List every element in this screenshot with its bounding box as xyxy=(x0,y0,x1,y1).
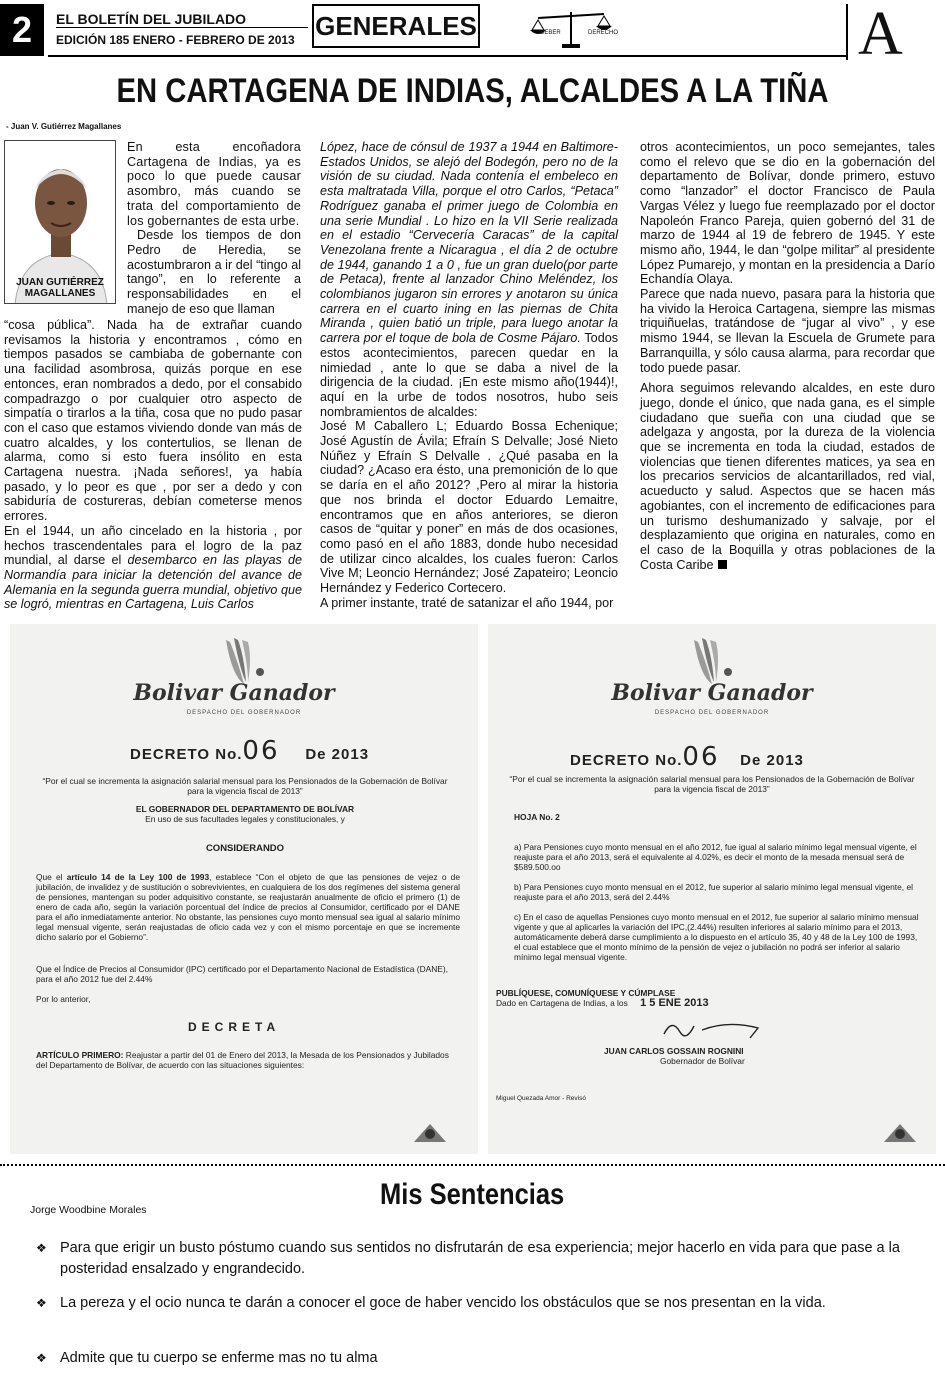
paragraph: José M Caballero L; Eduardo Bossa Echenique; José Agustín de Ávila; Efraín S Delvalle; José Nieto Núñez y Efraín S Delvalle . ¿Qué pasaba en la ciudad? ¿Acaso era ésto, una premonición de lo que se daría en el año 2012? ,Pero al mirar la historia que nos brinda el doctor Eduardo Lemaitre, encontramos que en años anteriores, se dieron casos de “quitar y poner” en más de dos ocasiones, como pasó en el año 1883, donde hubo necesidad de utilizar cinco alcaldes, los cuales fueron: Carlos Vive M; Leoncio Hernández; José Zapateiro; Leoncio Hernández y Federico Cortecero. xyxy=(320,419,618,596)
decree-given xyxy=(496,998,709,1008)
edition-line: EDICIÓN 185 ENERO - FEBRERO DE 2013 xyxy=(56,33,295,47)
article-column-2 xyxy=(320,140,618,611)
decree-paragraph-3: Por lo anterior, xyxy=(36,994,91,1004)
text-run: Ahora seguimos relevando alcaldes, en este duro juego, donde el único, que nada gana, es el simple ciudadano que sueña con una ciudad que se adelgaza y angosta, por la dureza de la violencia que se incrementa en toda la ciudad, estados de violencias que tienen diferentes matices, ya sea en los precarios servicios de alcantarillados, red vial, acueducto y salud. Aspectos que se hacen más agobiantes, con el incremento de edificaciones para un turismo deshumanizado y salvaje, por el desplazamiento que origina en naturales, como en el caso de la Boquilla y otras poblaciones de la Costa Caribe xyxy=(640,381,935,572)
masthead xyxy=(0,0,945,68)
photo-caption: JUAN GUTIÉRREZ MAGALLANES xyxy=(16,277,104,299)
coat-of-arms-icon xyxy=(880,1118,920,1146)
masthead-divider xyxy=(56,27,308,28)
diamond-bullet-icon: ❖ xyxy=(36,1241,47,1255)
decree-signer-title: Gobernador de Bolívar xyxy=(660,1056,745,1066)
page-number: 2 xyxy=(0,4,44,56)
decree-year: De 2013 xyxy=(305,746,370,763)
decree-brand: Bolivar Ganador xyxy=(133,680,335,706)
sentence-text: Para que erigir un busto póstumo cuando sus sentidos no disfrutarán de esa experiencia; mejor hacerlo en vida para que pase a la posteridad ensalzado y engrandecido. xyxy=(60,1240,900,1277)
article-byline: - Juan V. Gutiérrez Magallanes xyxy=(6,122,122,131)
sentence-item xyxy=(36,1238,941,1280)
article-column-1-top xyxy=(127,140,301,316)
decree-item-a: a) Para Pensiones cuyo monto mensual en el año 2012, fue igual al salario mínimo legal mensual vigente, el reajuste para el año 2013, será el equivalente al 4.02%, es decir el monto de la mesada mensual será de $589.500.oo xyxy=(514,842,917,872)
decree-reviewer: Miguel Quezada Amor - Revisó xyxy=(496,1095,586,1102)
decree-decreta: DECRETA xyxy=(188,1020,281,1034)
section-letter: A xyxy=(858,0,903,68)
decree-considerando: CONSIDERANDO xyxy=(205,843,285,854)
author-photo xyxy=(4,140,116,304)
bold-run: ARTÍCULO PRIMERO: xyxy=(36,1050,124,1060)
text-run: Reajustar a partir del 01 de Enero del 2013, la Mesada de los Pensionados y Jubilados del Departamento de Bolívar, de acuerdo con las situaciones siguientes: xyxy=(36,1050,449,1070)
bold-run: artículo 14 de la Ley 100 de 1993 xyxy=(66,872,210,882)
sentence-item xyxy=(36,1348,941,1369)
paragraph: En esta encoñadora Cartagena de Indias, ya es poco lo que puede causar asombro, más cuando se trata del comportamiento de los gobernantes de esta urbe. xyxy=(127,140,301,228)
decree-office: DESPACHO DEL GOBERNADOR xyxy=(654,710,770,716)
text-run: En el 1944, un año cincelado en la historia , por hechos trascendentales para el logro de la paz mundial, al darse el xyxy=(4,523,302,568)
sentences-author: Jorge Woodbine Morales xyxy=(30,1204,147,1216)
decree-item-b: b) Para Pensiones cuyo monto mensual en el 2012, fue superior al salario mínimo legal mensual vigente, el reajuste para el año 2013, será del 2.44% xyxy=(514,882,913,902)
coat-of-arms-icon xyxy=(410,1118,450,1146)
section-separator xyxy=(0,1164,945,1166)
decree-publish: PUBLÍQUESE, COMUNÍQUESE Y CÚMPLASE xyxy=(496,988,676,998)
decree-subject: “Por el cual se incrementa la asignación salarial mensual para los Pensionados de la Gobernación de Bolívar para la vigencia fiscal de 2013” xyxy=(509,774,915,794)
date-stamp: 1 5 ENE 2013 xyxy=(640,997,709,1009)
masthead-vertical-rule xyxy=(846,4,848,60)
decree-scan-page-2 xyxy=(488,624,936,1154)
decree-title-prefix: DECRETO No. xyxy=(130,746,243,763)
sentence-text: Admite que tu cuerpo se enferme mas no tu alma xyxy=(60,1350,378,1366)
text-run: Dado en Cartagena de Indias, a los xyxy=(496,998,628,1008)
decree-paragraph-2: Que el Índice de Precios al Consumidor (IPC) certificado por el Departamento Nacional de Estadística (DANE), para el año 2012 fue del 2.44% xyxy=(36,964,448,984)
paragraph xyxy=(320,140,618,419)
paragraph: Parece que nada nuevo, pasara para la historia que ha vivido la Heroica Cartagena, siempre las mismas triquiñuelas, tratándose de “jugar al vivo” , y ese mismo 1944, se llevan la Escuela de Grumete para Barranquilla, y sólo causa alarma, para recordar que todo puede pasar. xyxy=(640,287,935,375)
section-label: GENERALES xyxy=(312,4,480,48)
decree-number: 06 xyxy=(242,736,280,766)
article-column-3 xyxy=(640,140,935,572)
decree-sheet-number: HOJA No. 2 xyxy=(514,812,560,822)
decree-powers: En uso de sus facultades legales y constitucionales, y xyxy=(145,814,345,824)
decree-article-1 xyxy=(36,1050,460,1070)
paragraph: A primer instante, traté de satanizar el año 1944, por xyxy=(320,595,614,610)
decree-scan-page-1 xyxy=(10,624,478,1154)
scales-right-label: DERECHO xyxy=(588,30,619,36)
article-headline: EN CARTAGENA DE INDIAS, ALCALDES A LA TIÑA xyxy=(116,72,829,110)
paragraph: Desde los tiempos de don Pedro de Heredia, se acostumbraron a ir del “tingo al tango”, en lo referente a responsabilidades en el manejo de eso que llaman xyxy=(127,228,301,316)
decree-signer: JUAN CARLOS GOSSAIN ROGNINI xyxy=(604,1046,744,1056)
diamond-bullet-icon: ❖ xyxy=(36,1296,47,1310)
decree-brand: Bolivar Ganador xyxy=(611,680,813,706)
diamond-bullet-icon: ❖ xyxy=(36,1351,47,1365)
decree-office: DESPACHO DEL GOBERNADOR xyxy=(186,710,302,716)
decree-title xyxy=(570,742,804,772)
paragraph: otros acontecimientos, un poco semejantes, tales como el relevo que se dio en la gobernación del departamento de Bolívar, donde primero, estuvo como “lanzador” el doctor Francisco de Paula Vargas Vélez y luego fue reemplazado por el doctor Napoleón Franco Pareja, quien gobernó del 31 de marzo de 1944 al 19 de febrero de 1945. Y este mismo año, 1944, le dan “golpe militar” al presidente López Pumarejo, y montan en la presidencia a Darío Echandía Olaya. xyxy=(640,140,935,287)
sentences-title: Mis Sentencias xyxy=(380,1178,565,1211)
text-run: , establece “Con el objeto de que las pensiones de vejez o de jubilación, de invalidez y de sustitución o sobrevivientes, en cualquiera de los dos regímenes del sistema general de pensiones, mantengan su poder adquisitivo constante, se reajustarán anualmente de oficio el primero (1) de enero de cada año, según la variación porcentual del índice de precios al Consumidor, certificado por el DANE para el año inmediatamente anterior. No obstante, las pensiones cuyo monto mensual sea igual al salario mínimo legal mensual vigente, serán reajustadas de oficio cada vez y con el mismo porcentaje en que se incremente dicho salario por el Gobierno”. xyxy=(36,872,460,942)
decree-title-prefix: DECRETO No. xyxy=(570,752,683,769)
decree-paragraph-1 xyxy=(36,872,460,942)
decree-number: 06 xyxy=(682,742,720,772)
signature-image xyxy=(658,1016,768,1046)
paragraph xyxy=(4,524,302,612)
decree-year: De 2013 xyxy=(740,752,804,769)
text-run: Que el xyxy=(36,872,63,882)
paragraph xyxy=(640,381,935,572)
masthead-rule xyxy=(48,55,848,57)
end-of-article-mark xyxy=(718,560,727,569)
sentence-item xyxy=(36,1293,941,1314)
decree-subject: “Por el cual se incrementa la asignación salarial mensual para los Pensionados de la Gobernación de Bolívar para la vigencia fiscal de 2013” xyxy=(42,776,448,796)
italic-run: desembarco en las playas de Normandía para iniciar la detención del avance de Alemania en la segunda guerra mundial, objetivo que se logró, mientras en Cartagena, Luis Carlos xyxy=(4,553,302,612)
publication-title: EL BOLETÍN DEL JUBILADO xyxy=(56,11,247,27)
scales-left-label: DEBER xyxy=(540,30,561,36)
decree-title xyxy=(130,736,369,766)
italic-run: López, hace de cónsul de 1937 a 1944 en Baltimore- Estados Unidos, se alejó del Bodegón, pero no de la visión de su ciudad. Nada contenía el embeleco en esta maltratada Villa, porque el otro Carlos, “Petaca” Rodríguez ganaba el primer juego de Colombia en una serie Mundial . Lo hizo en la VII Serie realizada en el estadio “Cervecería Caracas” de la capital Venezolana frente a Nicaragua , el día 2 de octubre de 1944, ganando 1 a 0 , fue un gran duelo(por parte de Petaca), frente al lanzador Chino Meléndez, los colombianos jugaron sin errores y anotaron su única carrera en el cuarto ining en las piernas de Chita Miranda , quien batió un triple, para luego anotar la carrera por el toque de bola de Cosme Pájaro. xyxy=(320,140,618,346)
decree-item-c: c) En el caso de aquellas Pensiones cuyo monto mensual en el 2012, fue superior al salario mínimo mensual vigente y que al aplicarles la variación del IPC,(2.44%) resulten inferiores al salario mínimo para el 2013, automáticamente deberá darse cumplimiento a lo dispuesto en el artículo 35, 40 y 48 de la Ley 100 de 1993, el cual establece que el monto mínimo de la pensión de vejez o jubilación no podrá ser inferior al salario mínimo legal mensual vigente. xyxy=(514,912,919,962)
decree-governor-heading: EL GOBERNADOR DEL DEPARTAMENTO DE BOLÍVAR xyxy=(135,804,355,814)
article-column-1-bottom xyxy=(4,318,302,612)
paragraph: “cosa pública”. Nada ha de extrañar cuando revisamos la historia y encontramos , cómo en tiempos pasados se cambiaba de gobernante con una facilidad asombrosa, quizás porque en ese entonces, eran nombrados a dedo, por el consabido compadrazgo o por cualquier otro aspecto de simpatía o tirarlos a la tiña, cosa que no pudo pasar con el caso que estamos viviendo donde van más de cuatro alcaldes, y los contertulios, se llenan de alarma, como si esto fuera insólito en esta Cartagena nuestra. ¡Nada señores!, ya había pasado, y lo peor es que , por ser a dedo y con sabiduría de costureras, debían cometerse menos errores. xyxy=(4,318,302,524)
sentence-text: La pereza y el ocio nunca te darán a conocer el goce de haber vencido los obstáculos que se nos presentan en la vida. xyxy=(60,1295,826,1311)
text-run: Todos estos acontecimientos, parecen quedar en la nimiedad , ante lo que se daba a nivel de la dirigencia de la ciudad. ¡En este mismo año(1944)!, aquí en la urbe de todos nosotros, hubo seis nombramientos de alcaldes: xyxy=(320,331,618,419)
